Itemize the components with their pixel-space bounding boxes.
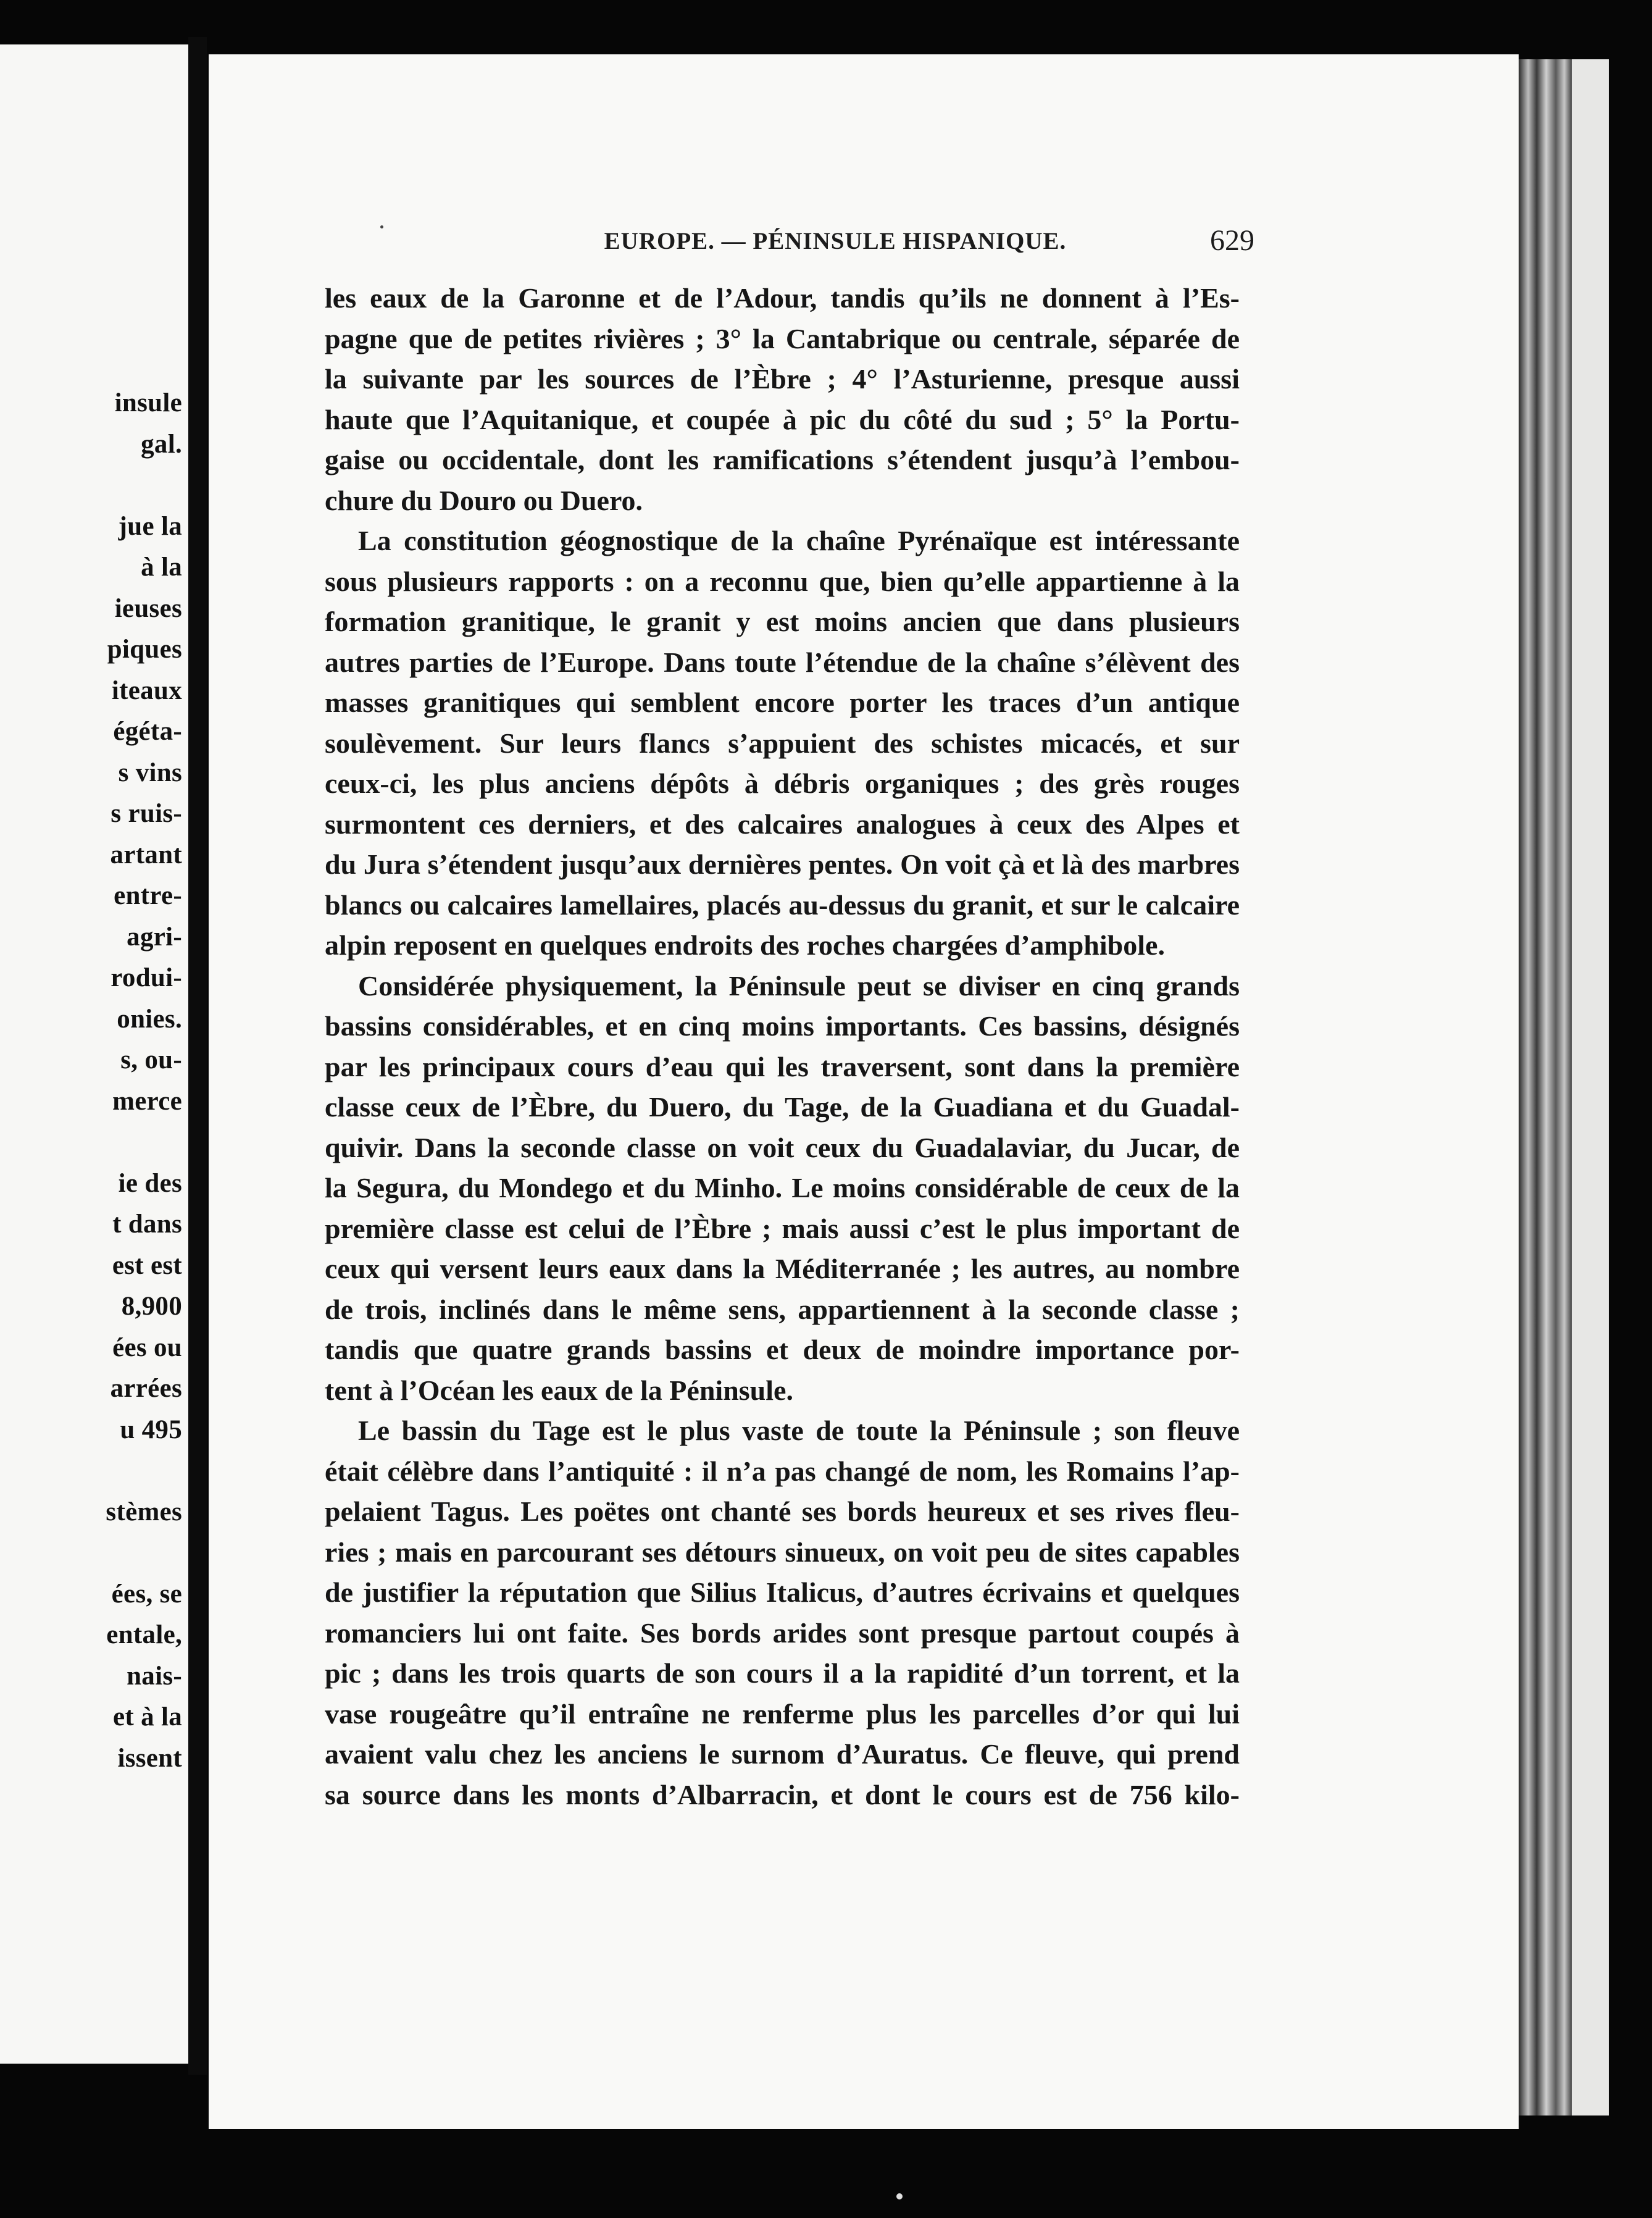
left-page-fragment: rodui- [111,963,182,992]
text-line: tent à l’Océan les eaux de la Péninsule. [325,1374,793,1406]
text-line: Considérée physiquement, la Péninsule peut se diviser en cinq grands [358,969,1240,1002]
text-line: chure du Douro ou Duero. [325,484,643,516]
paragraph [325,1410,1240,1815]
left-page-fragment: s ruis- [111,799,182,828]
left-page-fragment: est est [112,1250,182,1280]
text-line: les eaux de la Garonne et de l’Adour, tandis qu’ils ne donnent à l’Es- [325,282,1240,314]
left-page-fragment: iteaux [111,676,182,705]
text-line: autres parties de l’Europe. Dans toute l’étendue de la chaîne s’élèvent des [325,646,1240,678]
text-line: pagne que de petites rivières ; 3° la Cantabrique ou centrale, séparée de [325,322,1240,354]
text-line: La constitution géognostique de la chaîne Pyrénaïque est intéressante [358,525,1240,556]
left-page-fragment: gal. [141,429,182,459]
paragraph [325,278,1240,521]
left-page-fragment: merce [112,1086,182,1116]
text-line: surmontent ces derniers, et des calcaires analogues à ceux des Alpes et [325,808,1240,840]
running-head: EUROPE. — PÉNINSULE HISPANIQUE. [604,228,1067,254]
text-line: du Jura s’étendent jusqu’aux dernières pentes. On voit çà et là des marbres [325,848,1240,880]
text-line: de trois, inclinés dans le même sens, appartiennent à la seconde classe ; [325,1293,1240,1325]
text-line: la Segura, du Mondego et du Minho. Le moins considérable de ceux de la [325,1172,1240,1203]
left-page-fragment: onies. [117,1004,182,1034]
scan-mark [896,2193,903,2199]
left-page-fragment: 8,900 [121,1292,182,1321]
left-page-fragment: ées, se [111,1579,182,1609]
left-page-fragment: ées ou [112,1333,182,1362]
text-line: avaient valu chez les anciens le surnom d’Auratus. Ce fleuve, qui prend [325,1738,1240,1770]
left-page-fragment: u 495 [120,1415,182,1444]
left-page-fragment: s, ou- [120,1045,182,1074]
left-gutter-shadow [188,37,207,2075]
page-number: 629 [1210,224,1254,257]
body-text [325,278,1240,1815]
text-line: première classe est celui de l’Èbre ; mais aussi c’est le plus important de [325,1212,1240,1244]
left-page-fragment: ieuses [114,593,182,623]
text-line: tandis que quatre grands bassins et deux de moindre importance por- [325,1334,1240,1365]
right-page-margin [1572,59,1609,2115]
text-line: la suivante par les sources de l’Èbre ; 4° l’Asturienne, presque aussi [325,363,1240,395]
paragraph [325,966,1240,1411]
left-page-fragment: artant [110,840,182,869]
text-line: ries ; mais en parcourant ses détours sinueux, on voit peu de sites capables [325,1536,1240,1568]
text-line: alpin reposent en quelques endroits des roches chargées d’amphibole. [325,929,1165,961]
left-page-fragment: jue la [118,511,182,541]
left-page-fragment: nais- [127,1661,182,1691]
left-page-fragment: à la [141,553,182,582]
left-facing-page [0,44,188,2064]
left-page-fragment: entale, [106,1620,182,1649]
left-page-fragment: arrées [110,1374,182,1403]
text-line: blancs ou calcaires lamellaires, placés au-dessus du granit, et sur le calcaire [325,889,1240,921]
left-page-fragment: s vins [118,758,182,787]
text-line: soulèvement. Sur leurs flancs s’appuient des schistes micacés, et sur [325,727,1240,759]
text-line: pelaient Tagus. Les poëtes ont chanté ses bords heureux et ses rives fleu- [325,1496,1240,1527]
text-line: sous plusieurs rapports : on a reconnu que, bien qu’elle appartienne à la [325,565,1240,597]
text-line: ceux-ci, les plus anciens dépôts à débris organiques ; des grès rouges [325,768,1240,799]
left-page-fragment: entre- [114,881,182,910]
text-line: romanciers lui ont faite. Ses bords arides sont presque partout coupés à [325,1617,1240,1649]
left-page-fragment: stèmes [106,1497,182,1526]
left-page-fragment: issent [117,1743,182,1773]
text-line: gaise ou occidentale, dont les ramifications s’étendent jusqu’à l’embou- [325,444,1240,475]
left-page-fragment: piques [107,635,182,664]
text-line: masses granitiques qui semblent encore porter les traces d’un antique [325,687,1240,718]
left-page-fragment: ie des [118,1168,182,1198]
page-edge-stack [1519,59,1572,2115]
text-line: ceux qui versent leurs eaux dans la Méditerranée ; les autres, au nombre [325,1253,1240,1284]
text-line: de justifier la réputation que Silius Italicus, d’autres écrivains et quelques [325,1576,1240,1608]
text-line: quivir. Dans la seconde classe on voit ceux du Guadalaviar, du Jucar, de [325,1131,1240,1163]
left-page-fragment: insule [114,388,182,417]
text-line: sa source dans les monts d’Albarracin, et dont le cours est de 756 kilo- [325,1778,1240,1810]
left-page-fragment: agri- [127,922,182,952]
text-line: pic ; dans les trois quarts de son cours il a la rapidité d’un torrent, et la [325,1657,1240,1689]
left-page-fragment: et à la [113,1702,182,1731]
text-line: bassins considérables, et en cinq moins importants. Ces bassins, désignés [325,1010,1240,1042]
paragraph [325,521,1240,966]
left-page-fragment: t dans [112,1210,182,1239]
text-line: vase rougeâtre qu’il entraîne ne renferme plus les parcelles d’or qui lui [325,1697,1240,1730]
text-line: par les principaux cours d’eau qui les traversent, sont dans la première [325,1050,1240,1082]
text-line: Le bassin du Tage est le plus vaste de toute la Péninsule ; son fleuve [358,1415,1240,1446]
text-line: était célèbre dans l’antiquité : il n’a pas changé de nom, les Romains l’ap- [325,1455,1240,1487]
text-line: formation granitique, le granit y est moins ancien que dans plusieurs [325,606,1240,637]
left-page-fragment: égéta- [113,717,182,746]
text-line: classe ceux de l’Èbre, du Duero, du Tage, de la Guadiana et du Guadal- [325,1091,1240,1123]
text-line: haute que l’Aquitanique, et coupée à pic du côté du sud ; 5° la Portu- [325,403,1240,435]
